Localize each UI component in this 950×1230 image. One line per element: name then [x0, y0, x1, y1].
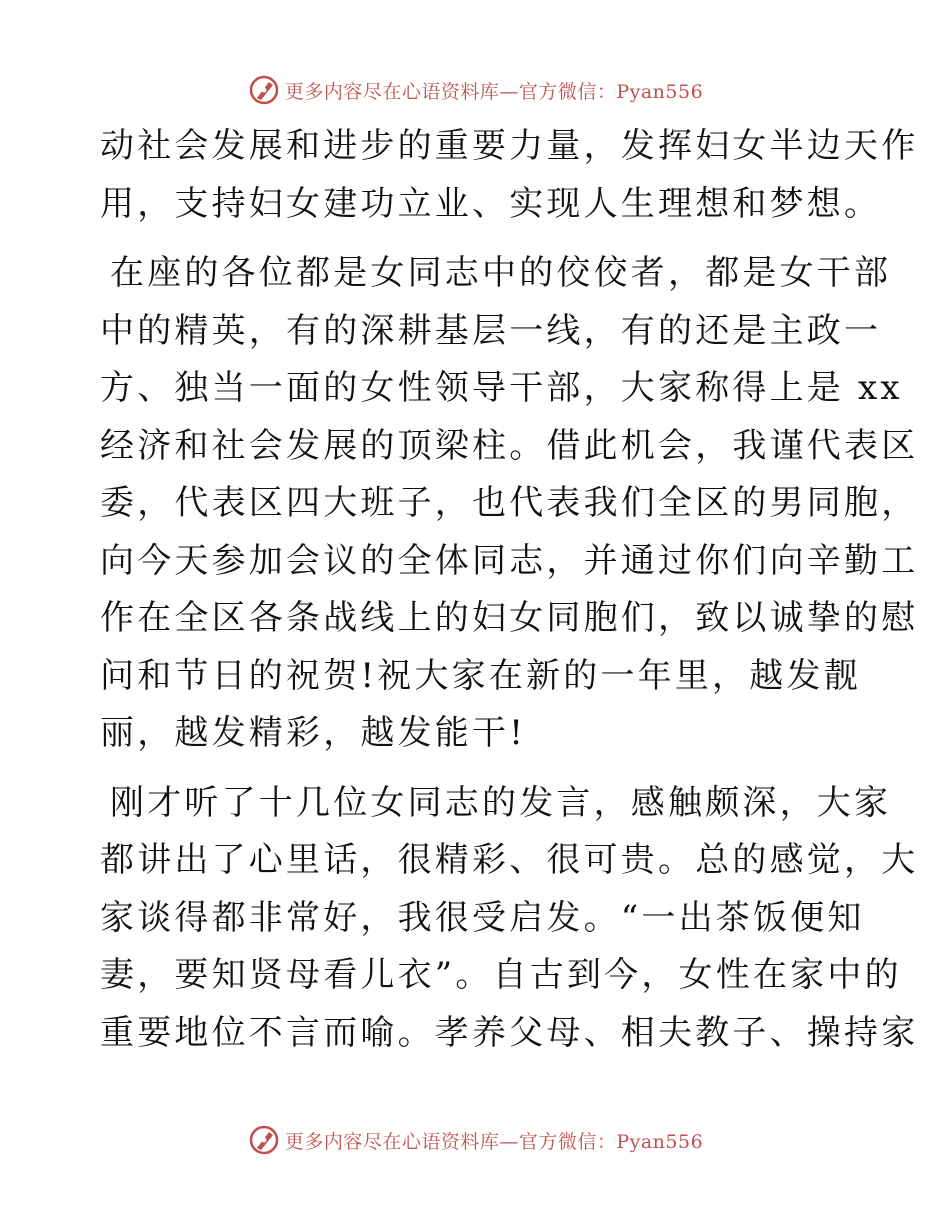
text-line: 作在全区各条战线上的妇女同胞们，致以诚挚的慰 [100, 598, 919, 638]
text-line: 妻，要知贤母看儿衣”。自古到今，女性在家中的 [100, 955, 902, 995]
pen-nib-circle-icon [247, 73, 281, 107]
watermark-text: 更多内容尽在心语资料库—官方微信：Pyan556 [284, 80, 704, 103]
text-line: 重要地位不言而喻。孝养父母、相夫教子、操持家 [100, 1012, 919, 1053]
text-line: 问和节日的祝贺!祝大家在新的一年里，越发靓 [100, 655, 861, 696]
paragraph-1 [100, 118, 919, 233]
text-line: 委，代表区四大班子，也代表我们全区的男同胞， [100, 483, 919, 523]
watermark-text: 更多内容尽在心语资料库—官方微信：Pyan556 [284, 1130, 704, 1153]
text-line: 方、独当一面的女性领导干部，大家称得上是 xx [100, 368, 903, 408]
text-line: 经济和社会发展的顶梁柱。借此机会，我谨代表区 [100, 425, 919, 466]
footer-watermark [0, 1118, 950, 1162]
text-line: 都讲出了心里话，很精彩、很可贵。总的感觉，大 [100, 840, 919, 880]
text-line: 向今天参加会议的全体同志，并通过你们向辛勤工 [100, 540, 919, 581]
text-line: 用，支持妇女建功立业、实现人生理想和梦想。 [100, 183, 882, 224]
pen-nib-circle-icon [247, 1123, 281, 1157]
document-body [100, 118, 919, 1074]
text-line: 家谈得都非常好，我很受启发。“一出茶饭便知 [100, 897, 865, 938]
text-line: 中的精英，有的深耕基层一线，有的还是主政一 [100, 310, 882, 351]
paragraph-3 [100, 775, 919, 1063]
text-line: 在座的各位都是女同志中的佼佼者，都是女干部 [110, 253, 892, 293]
header-watermark [0, 68, 950, 112]
paragraph-2 [100, 245, 919, 763]
text-line: 丽，越发精彩，越发能干! [100, 713, 527, 753]
text-line: 动社会发展和进步的重要力量，发挥妇女半边天作 [100, 126, 919, 166]
text-line: 刚才听了十几位女同志的发言，感触颇深，大家 [110, 782, 892, 823]
